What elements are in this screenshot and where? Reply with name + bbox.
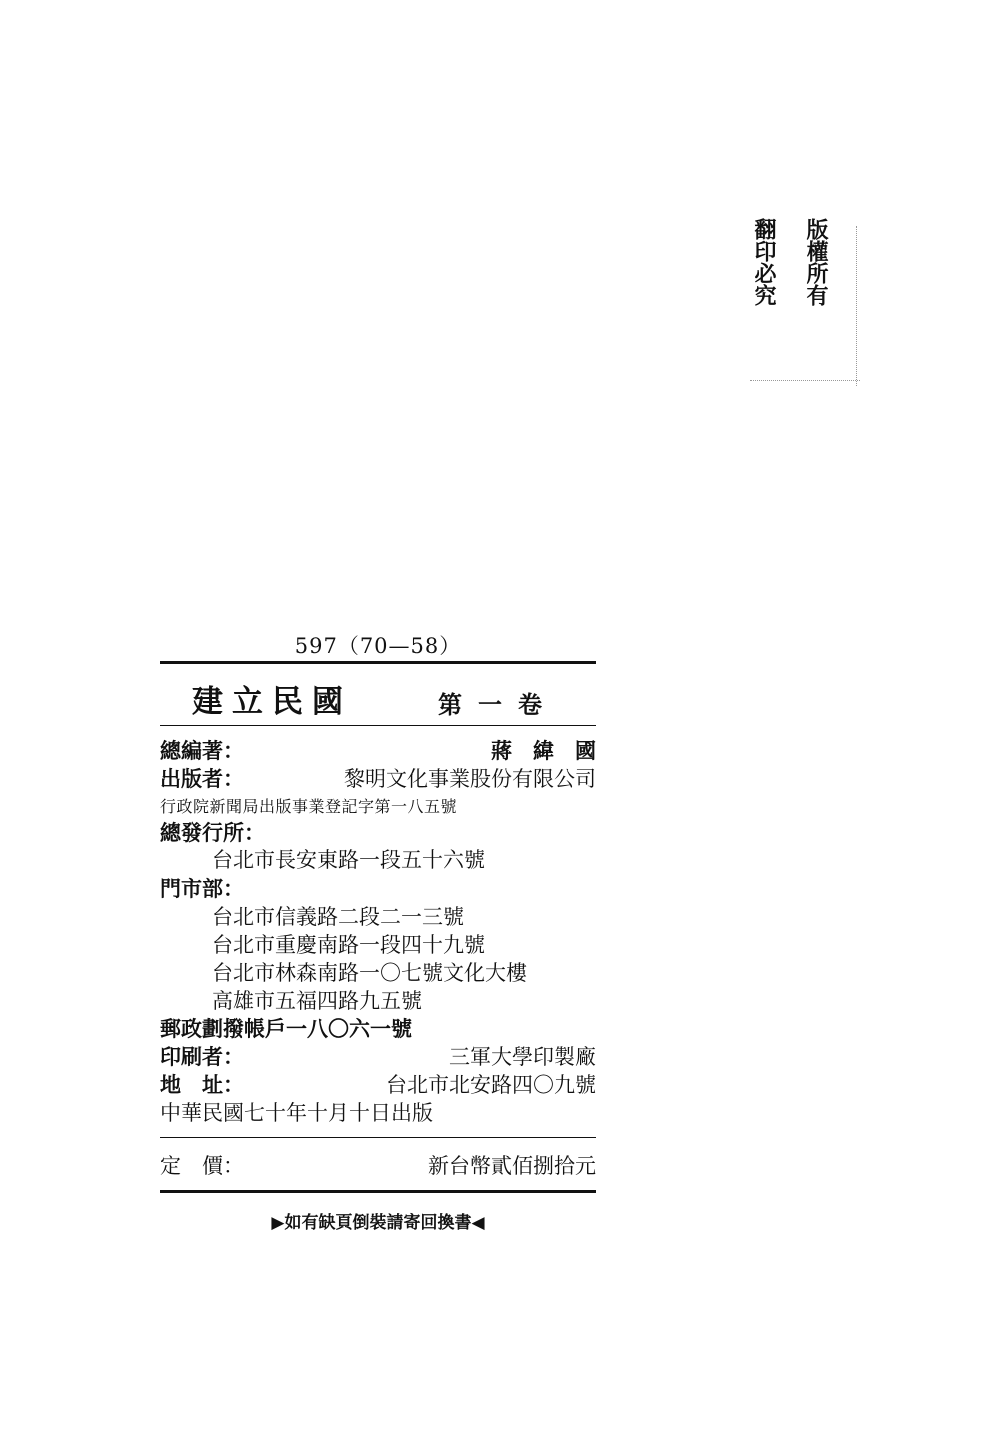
author-row bbox=[160, 737, 596, 765]
store-address-4: 高雄市五福四路九五號 bbox=[212, 989, 422, 1013]
price-row bbox=[160, 1152, 596, 1180]
store-address-1: 台北市信義路二段二一三號 bbox=[212, 905, 464, 929]
author-value: 蔣 緯 國 bbox=[491, 738, 596, 763]
head-office-address: 台北市長安東路一段五十六號 bbox=[212, 848, 485, 872]
address-value: 台北市北安路四〇九號 bbox=[386, 1073, 596, 1097]
price-value: 新台幣貳佰捌拾元 bbox=[428, 1154, 596, 1178]
stores-label-row bbox=[160, 875, 596, 903]
store-address-3: 台北市林森南路一〇七號文化大樓 bbox=[212, 961, 527, 985]
dotted-divider-horizontal bbox=[750, 380, 860, 381]
postal-account-row bbox=[160, 1015, 596, 1043]
copyright-column-left: 翻印必究 bbox=[751, 218, 777, 306]
address-row bbox=[160, 1071, 596, 1099]
stores-label: 門市部： bbox=[160, 876, 244, 901]
price-label: 定 價： bbox=[160, 1154, 244, 1178]
head-office-label-row bbox=[160, 819, 596, 847]
publication-date: 中華民國七十年十月十日出版 bbox=[160, 1101, 433, 1125]
publisher-label: 出版者： bbox=[160, 766, 244, 791]
registration-row: 行政院新聞局出版事業登記字第一八五號 bbox=[160, 797, 458, 816]
rule-above-price bbox=[160, 1137, 596, 1138]
publisher-value: 黎明文化事業股份有限公司 bbox=[344, 767, 596, 791]
store-address-2: 台北市重慶南路一段四十九號 bbox=[212, 933, 485, 957]
catalog-code: 597（70—58） bbox=[294, 634, 462, 658]
copyright-notice bbox=[750, 218, 850, 368]
printer-value: 三軍大學印製廠 bbox=[449, 1045, 596, 1069]
author-label: 總編著： bbox=[160, 738, 244, 763]
rule-under-title bbox=[160, 725, 596, 726]
missing-page-notice: ▶如有缺頁倒裝請寄回換書◀ bbox=[271, 1213, 485, 1233]
book-title: 建立民國 bbox=[192, 684, 352, 720]
copyright-column-right: 版權所有 bbox=[803, 218, 829, 306]
dotted-divider-vertical bbox=[856, 226, 857, 386]
printer-label: 印刷者： bbox=[160, 1044, 244, 1069]
address-label: 地 址： bbox=[160, 1072, 244, 1097]
publisher-row bbox=[160, 765, 596, 793]
volume-label: 第一卷 bbox=[438, 690, 558, 719]
printer-row bbox=[160, 1043, 596, 1071]
rule-top bbox=[160, 661, 596, 664]
postal-account: 郵政劃撥帳戶一八〇六一號 bbox=[160, 1016, 412, 1041]
head-office-label: 總發行所： bbox=[160, 820, 265, 845]
rule-bottom bbox=[160, 1190, 596, 1193]
